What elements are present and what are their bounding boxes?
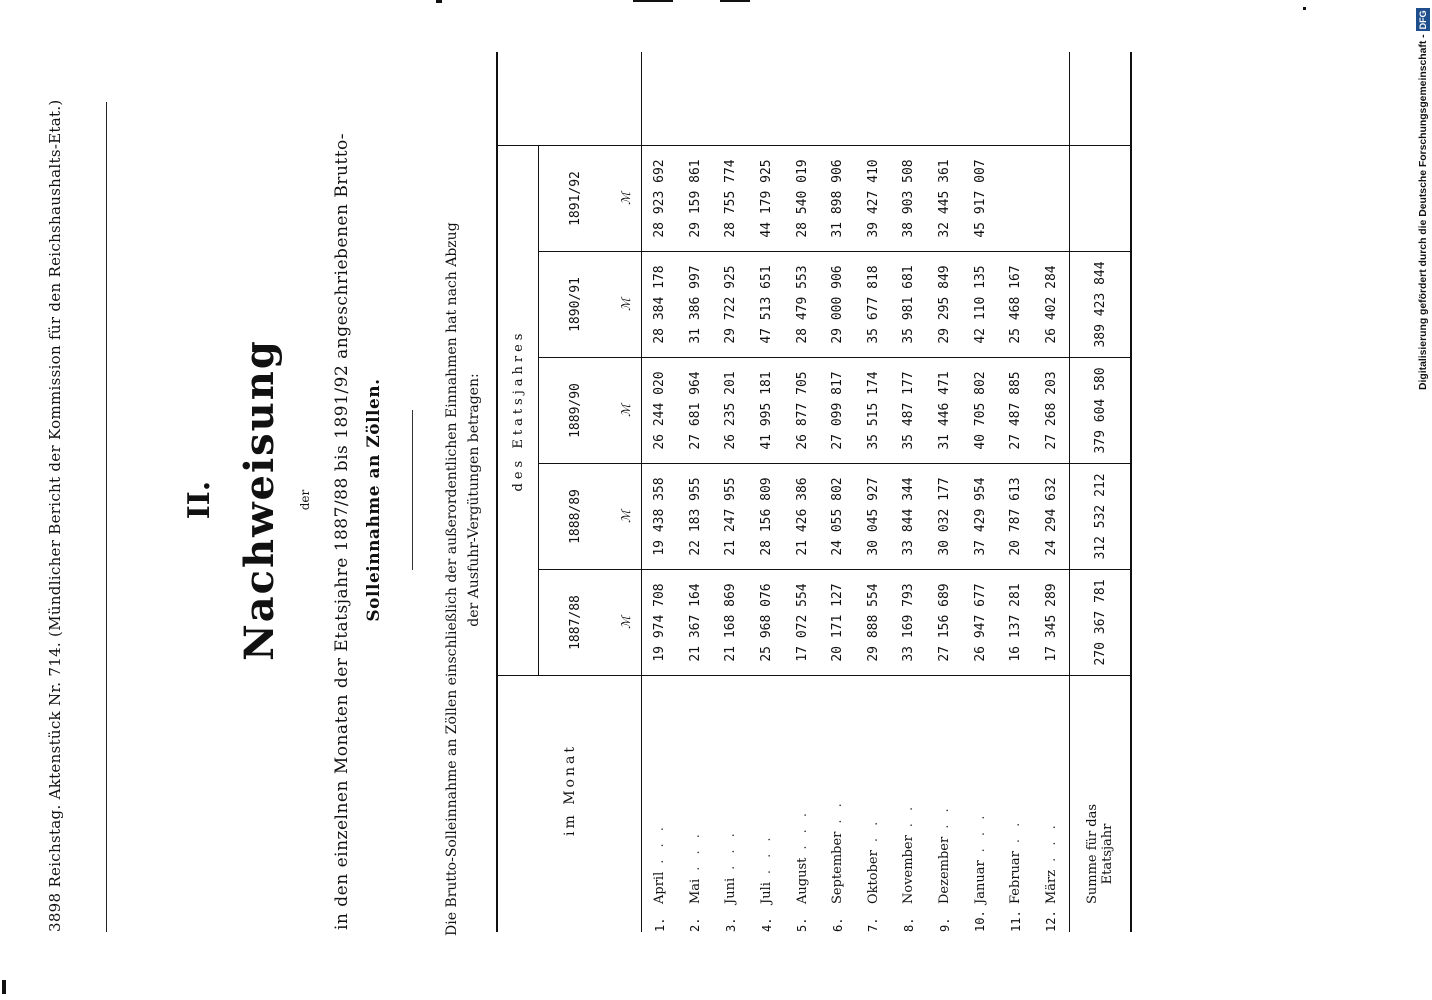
dfg-logo: DFG: [1418, 10, 1428, 30]
year-header: 1887/88: [539, 570, 612, 676]
table-sum-row: [1070, 52, 1132, 932]
table-row: 9. Dezember. . 27 156 689 30 032 177 31 446 471 29 295 849 32 445 361: [927, 52, 963, 932]
year-header: 1891/92: [567, 171, 583, 226]
month-name: März: [1043, 869, 1059, 904]
table-row: 5. August. . . 17 072 554 21 426 386 26 877 705 28 479 553 28 540 019: [784, 52, 820, 932]
month-name: Mai: [687, 878, 703, 904]
credit-text: Digitalisierung gefördert durch die Deutsche Forschungsgemeinschaft -: [1418, 34, 1429, 390]
year-header: 1890/91: [539, 252, 612, 358]
blank-column-header: [497, 52, 642, 146]
month-name: April: [652, 871, 668, 904]
sum-label: Summe für das Etatsjahr: [1085, 803, 1116, 904]
title-der: der: [298, 489, 312, 511]
table-header-group: [497, 52, 539, 932]
subtitle-line-2: Solleinnahme an Zöllen.: [364, 378, 384, 622]
digitization-credit: [1415, 8, 1432, 390]
table-row: 7. Oktober. . 29 888 554 30 045 927 35 515 174 35 677 818 39 427 410: [856, 52, 892, 932]
sum-value: 312 532 212: [1070, 464, 1132, 570]
month-header: im Monat: [497, 676, 642, 911]
month-name: Februar: [1008, 851, 1024, 904]
unit-label: ℳ: [611, 570, 642, 676]
page-header: 3898 Reichstag. Aktenstück Nr. 714. (Mündlicher Bericht der Kommission für den Reichshaushalts-Etat.): [46, 99, 64, 932]
month-name: Juli: [759, 882, 775, 904]
fiscal-year-group-header: des Etatsjahres: [497, 146, 539, 676]
month-name: November: [901, 835, 917, 904]
table-row: 4. Juli. . . 25 968 076 28 156 809 41 995 181 47 513 651 44 179 925: [749, 52, 785, 932]
year-header: 1889/90: [539, 358, 612, 464]
table-row: 12. März. . . 17 345 289 24 294 632 27 268 203 26 402 284: [1034, 52, 1070, 932]
header-rule: [106, 102, 107, 932]
table-row: 3. Juni. . . 21 168 869 21 247 955 26 235 201 29 722 925 28 755 774: [713, 52, 749, 932]
num-header: [497, 910, 642, 932]
month-name: Dezember: [937, 836, 953, 904]
sum-value: [1070, 146, 1132, 252]
table-row: 11. Februar. . 16 137 281 20 787 613 27 487 885 25 468 167: [998, 52, 1034, 932]
intro-line-2: der Ausfuhr-Vergütungen betragen:: [466, 373, 482, 627]
year-header: 1888/89: [539, 464, 612, 570]
section-number: II.: [182, 480, 217, 520]
sum-value: 379 604 580: [1070, 358, 1132, 464]
unit-label: ℳ: [611, 358, 642, 464]
sum-value: 270 367 781: [1070, 570, 1132, 676]
unit-label: ℳ: [611, 464, 642, 570]
table-row: 2. Mai. . . 21 367 164 22 183 955 27 681 964 31 386 997 29 159 861: [678, 52, 714, 932]
table-row: 1. April. . . 19 974 708 19 438 358 26 244 020 28 384 178 28 923 692: [642, 52, 678, 932]
month-name: Juni: [723, 877, 739, 904]
table-row: 6. September. . 20 171 127 24 055 802 27 099 817 29 000 906 31 898 906: [820, 52, 856, 932]
unit-label: ℳ: [611, 146, 642, 252]
customs-revenue-table: [496, 52, 1132, 932]
document-title: Nachweisung: [236, 339, 283, 661]
month-name: Oktober: [865, 850, 881, 904]
table-row: 8. November. . 33 169 793 33 844 344 35 487 177 35 981 681 38 903 508: [891, 52, 927, 932]
month-name: Januar: [972, 860, 988, 904]
title-rule: [412, 410, 413, 570]
sum-value: 389 423 844: [1070, 252, 1132, 358]
subtitle-line-1: in den einzelnen Monaten der Etatsjahre 1887/88 bis 1891/92 angeschriebenen Brutto-: [332, 132, 352, 930]
intro-line-1: Die Brutto-Solleinnahme an Zöllen einschließlich der außerordentlichen Einnahmen hat nach Abzug: [444, 222, 460, 936]
unit-label: ℳ: [611, 252, 642, 358]
table-row: 10. Januar. . . 26 947 677 37 429 954 40 705 802 42 110 135 45 917 007: [962, 52, 998, 932]
month-name: September: [830, 831, 846, 904]
month-name: August: [794, 857, 810, 904]
